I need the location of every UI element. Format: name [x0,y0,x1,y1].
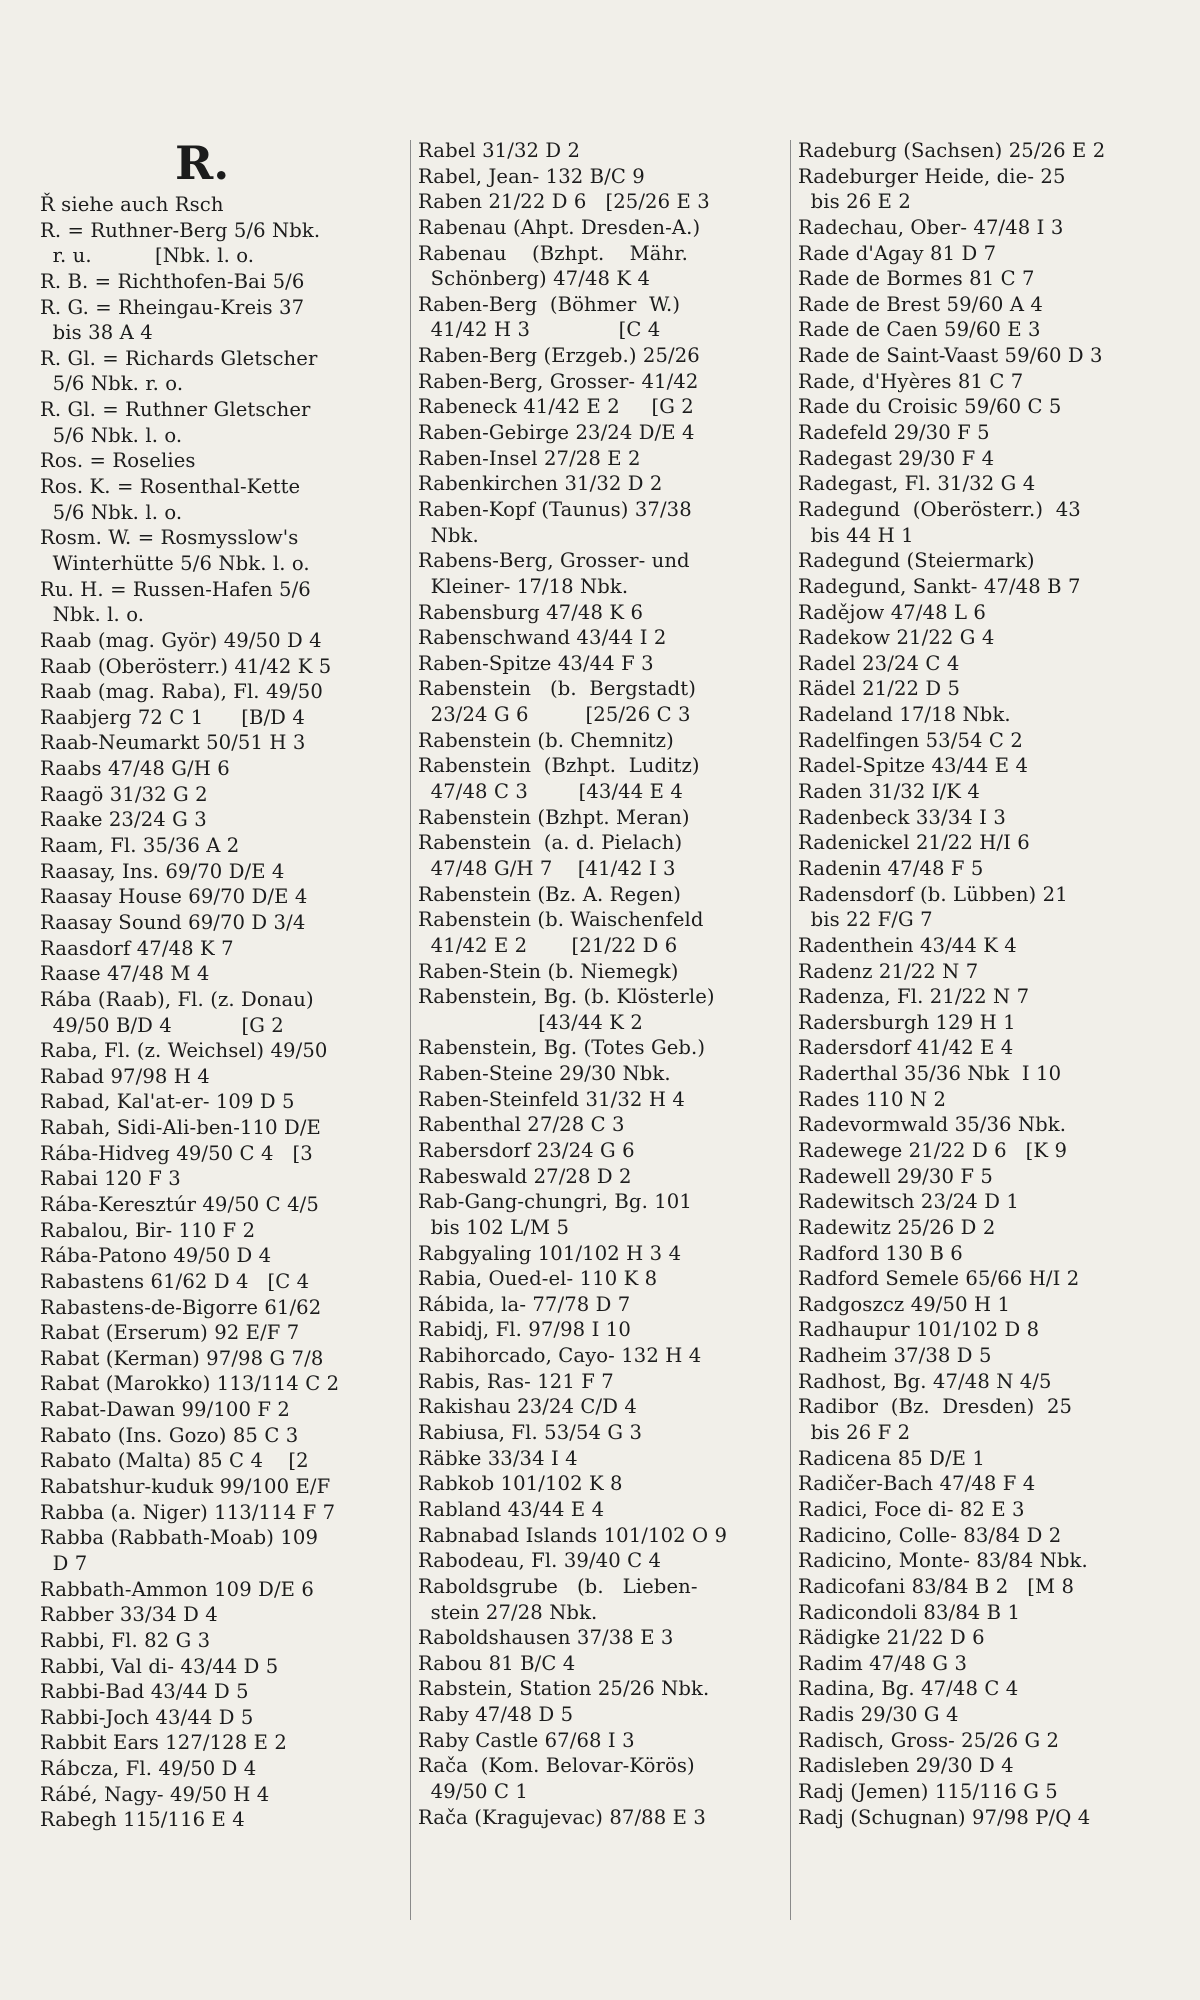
index-entry: Rade, d'Hyères 81 C 7 [798,369,1024,393]
index-entry: Raasdorf 47/48 K 7 [40,936,234,960]
index-entry: Raba, Fl. (z. Weichsel) 49/50 [40,1039,328,1063]
index-entry: Rades 110 N 2 [798,1087,947,1111]
column-divider [410,140,411,1920]
index-entry: Rabenstein, Bg. (b. Klösterle) [418,985,715,1009]
index-entry: Radenickel 21/22 H/I 6 [798,831,1030,855]
index-entry: Rabegh 115/116 E 4 [40,1808,245,1832]
index-entry: Winterhütte 5/6 Nbk. l. o. [40,551,310,575]
index-entry: Radensdorf (b. Lübben) 21 [798,882,1068,906]
index-entry: Rabbit Ears 127/128 E 2 [40,1731,287,1755]
index-entry: Raby 47/48 D 5 [418,1703,574,1727]
index-entry: Radewitz 25/26 D 2 [798,1215,996,1239]
index-entry: Rabad 97/98 H 4 [40,1064,210,1088]
index-entry: Radevormwald 35/36 Nbk. [798,1113,1067,1137]
index-entry: R. = Ruthner-Berg 5/6 Nbk. [40,218,321,242]
index-entry: Raasay, Ins. 69/70 D/E 4 [40,859,285,883]
index-entry: Radenbeck 33/34 I 3 [798,805,1006,829]
index-entry: 5/6 Nbk. r. o. [40,372,184,396]
index-entry: Rabenau (Bzhpt. Mähr. [418,241,688,265]
index-entry: Rabat (Erserum) 92 E/F 7 [40,1321,300,1345]
index-entry: Raben-Steinfeld 31/32 H 4 [418,1087,685,1111]
index-entry: Radford Semele 65/66 H/I 2 [798,1267,1080,1291]
index-entry: Rabidj, Fl. 97/98 I 10 [418,1318,631,1342]
index-entry: Radicino, Monte- 83/84 Nbk. [798,1549,1088,1573]
index-entry: 41/42 H 3 [C 4 [418,318,661,342]
index-entry: Raderthal 35/36 Nbk I 10 [798,1062,1062,1086]
index-entry: Rába-Keresztúr 49/50 C 4/5 [40,1192,319,1216]
index-entry: Raab-Neumarkt 50/51 H 3 [40,731,306,755]
column-3 [798,138,1168,1830]
index-entry: R. G. = Rheingau-Kreis 37 [40,295,305,319]
index-entry: Rabenstein (b. Bergstadt) [418,677,696,701]
index-entry: Rabat (Marokko) 113/114 C 2 [40,1372,340,1396]
index-entry: Raben-Stein (b. Niemegk) [418,959,679,983]
index-entry: Radersdorf 41/42 E 4 [798,1036,1014,1060]
index-entry: Rade d'Agay 81 D 7 [798,241,997,265]
index-entry: Rábida, la- 77/78 D 7 [418,1292,631,1316]
index-entry: Rabatshur-kuduk 99/100 E/F [40,1475,331,1499]
index-entry: Rabato (Malta) 85 C 4 [2 [40,1449,309,1473]
index-entry: Raben-Steine 29/30 Nbk. [418,1062,671,1086]
index-entry: Rabat-Dawan 99/100 F 2 [40,1398,290,1422]
index-entry: bis 26 F 2 [798,1421,911,1445]
index-entry: Radford 130 B 6 [798,1241,963,1265]
index-entry: Rabenstein (Bzhpt. Luditz) [418,754,700,778]
index-entry: 47/48 C 3 [43/44 E 4 [418,780,683,804]
index-entry: Radegund (Steiermark) [798,549,1035,573]
index-entry: Rade de Brest 59/60 A 4 [798,292,1043,316]
index-entry: bis 44 H 1 [798,523,914,547]
index-entry: Radhaupur 101/102 D 8 [798,1318,1040,1342]
index-entry: bis 26 E 2 [798,190,911,214]
index-entry: R. Gl. = Ruthner Gletscher [40,398,311,422]
index-entry: 41/42 E 2 [21/22 D 6 [418,933,678,957]
index-entry: Rosm. W. = Rosmysslow's [40,526,299,550]
index-entry: Radicino, Colle- 83/84 D 2 [798,1523,1062,1547]
index-entry: Rabeneck 41/42 E 2 [G 2 [418,395,694,419]
index-entry: Rab-Gang-chungri, Bg. 101 [418,1190,692,1214]
index-entry: Ros. K. = Rosenthal-Kette [40,475,301,499]
index-entry: Raab (mag. Raba), Fl. 49/50 [40,680,323,704]
index-entry: Radenza, Fl. 21/22 N 7 [798,985,1030,1009]
index-entry: bis 102 L/M 5 [418,1215,570,1239]
index-entry: Raasay House 69/70 D/E 4 [40,885,308,909]
index-entry: Radhost, Bg. 47/48 N 4/5 [798,1369,1052,1393]
index-entry: Radersburgh 129 H 1 [798,1010,1016,1034]
index-entry: Radegast 29/30 F 4 [798,446,995,470]
index-entry: Radim 47/48 G 3 [798,1651,968,1675]
index-entry: Radewege 21/22 D 6 [K 9 [798,1138,1068,1162]
index-entry: Radeburger Heide, die- 25 [798,164,1066,188]
index-entry: Radějow 47/48 L 6 [798,600,986,624]
index-entry: Radicofani 83/84 B 2 [M 8 [798,1574,1075,1598]
index-entry: Rabenstein (a. d. Pielach) [418,831,683,855]
index-entry: Raabjerg 72 C 1 [B/D 4 [40,705,305,729]
index-entry: Rabbi, Fl. 82 G 3 [40,1628,211,1652]
index-entry: Rabenstein (b. Chemnitz) [418,728,674,752]
index-entry: Rabai 120 F 3 [40,1167,181,1191]
index-entry: Ř siehe auch Rsch [40,193,224,216]
index-entry: Rabenstein (b. Waischenfeld [418,908,704,932]
index-entry: 49/50 B/D 4 [G 2 [40,1013,284,1037]
index-entry: Ros. = Roselies [40,449,196,473]
index-entry: Radibor (Bz. Dresden) 25 [798,1395,1073,1419]
index-entry: Rabens-Berg, Grosser- und [418,549,690,573]
index-entry: Rabah, Sidi-Ali-ben-110 D/E [40,1116,321,1140]
index-entry: Rabba (Rabbath-Moab) 109 [40,1526,319,1550]
index-entry: Raam, Fl. 35/36 A 2 [40,834,240,858]
index-entry: Radj (Jemen) 115/116 G 5 [798,1780,1058,1803]
index-entry: Kleiner- 17/18 Nbk. [418,574,629,598]
column-2 [418,138,788,1830]
index-entry: Rabber 33/34 D 4 [40,1603,218,1627]
index-entry: Radisch, Gross- 25/26 G 2 [798,1728,1060,1752]
index-entry: Rabenstein, Bg. (Totes Geb.) [418,1036,706,1060]
index-entry: Rabbi-Joch 43/44 D 5 [40,1705,254,1729]
index-entry: Rade de Caen 59/60 E 3 [798,318,1041,342]
index-entry: Rabiusa, Fl. 53/54 G 3 [418,1421,643,1445]
index-entry: Raben-Insel 27/28 E 2 [418,446,641,470]
index-entry: 5/6 Nbk. l. o. [40,500,183,524]
index-entry: Raab (Oberösterr.) 41/42 K 5 [40,654,332,678]
index-entry: Rabastens-de-Bigorre 61/62 [40,1295,322,1319]
index-entry: Ru. H. = Russen-Hafen 5/6 [40,577,311,601]
index-entry: Rabbi, Val di- 43/44 D 5 [40,1654,279,1678]
index-entry: Rabstein, Station 25/26 Nbk. [418,1677,710,1701]
index-entry: Radenz 21/22 N 7 [798,959,979,983]
index-entry: Rabensburg 47/48 K 6 [418,600,644,624]
index-entry: Rabou 81 B/C 4 [418,1651,576,1675]
index-entry: Rabkob 101/102 K 8 [418,1472,623,1496]
index-entry: Radis 29/30 G 4 [798,1703,959,1727]
section-heading: R. [175,136,230,190]
index-entry: Rade de Bormes 81 C 7 [798,267,1035,291]
index-entry: Rábcza, Fl. 49/50 D 4 [40,1757,257,1781]
index-entry: D 7 [40,1551,88,1575]
index-entry: 23/24 G 6 [25/26 C 3 [418,703,691,727]
index-entry: Rabis, Ras- 121 F 7 [418,1369,614,1393]
index-entry: Rabland 43/44 E 4 [418,1497,605,1521]
index-entry: Radicena 85 D/E 1 [798,1446,985,1470]
index-entry: Rabel, Jean- 132 B/C 9 [418,164,645,188]
index-entry: Rabenthal 27/28 C 3 [418,1113,625,1137]
index-entry: Raben-Berg (Erzgeb.) 25/26 [418,344,700,368]
index-entry: Raben-Spitze 43/44 F 3 [418,651,654,675]
index-entry: Rába (Raab), Fl. (z. Donau) [40,987,314,1011]
index-entry: [43/44 K 2 [418,1010,643,1034]
index-entry: Nbk. [418,523,479,547]
index-entry: Raase 47/48 M 4 [40,962,210,986]
index-entry: Raagö 31/32 G 2 [40,782,208,806]
index-entry: Radheim 37/38 D 5 [798,1344,992,1368]
index-entry: Rade du Croisic 59/60 C 5 [798,395,1062,419]
index-entry: Rabia, Oued-el- 110 K 8 [418,1267,658,1291]
index-entry: stein 27/28 Nbk. [418,1600,598,1624]
index-entry: Rabato (Ins. Gozo) 85 C 3 [40,1423,299,1447]
index-entry: 49/50 C 1 [418,1780,528,1803]
index-entry: 47/48 G/H 7 [41/42 I 3 [418,856,676,880]
index-entry: Rabeswald 27/28 D 2 [418,1164,632,1188]
index-entry: Raben-Berg, Grosser- 41/42 [418,369,699,393]
index-entry: Rabenstein (Bz. A. Regen) [418,882,681,906]
index-entry: Rädel 21/22 D 5 [798,677,961,701]
index-entry: R. B. = Richthofen-Bai 5/6 [40,269,305,293]
index-entry: Radekow 21/22 G 4 [798,626,995,650]
index-entry: Radj (Schugnan) 97/98 P/Q 4 [798,1805,1091,1829]
index-entry: Radewell 29/30 F 5 [798,1164,993,1188]
index-entry: Radeland 17/18 Nbk. [798,703,1011,727]
index-entry: bis 38 A 4 [40,321,153,345]
index-entry: Räbke 33/34 I 4 [418,1446,578,1470]
index-entry: Radewitsch 23/24 D 1 [798,1190,1019,1214]
index-entry: Rädigke 21/22 D 6 [798,1626,985,1650]
index-entry: Raboldshausen 37/38 E 3 [418,1626,674,1650]
index-entry: Rakishau 23/24 C/D 4 [418,1395,637,1419]
index-entry: Radegast, Fl. 31/32 G 4 [798,472,1036,496]
index-entry: Raab (mag. Györ) 49/50 D 4 [40,628,322,652]
index-entry: Radechau, Ober- 47/48 I 3 [798,215,1064,239]
index-entry: Rade de Saint-Vaast 59/60 D 3 [798,344,1103,368]
index-entry: R. Gl. = Richards Gletscher [40,346,318,370]
index-entry: Rabihorcado, Cayo- 132 H 4 [418,1344,702,1368]
index-entry: Radisleben 29/30 D 4 [798,1754,1014,1778]
index-entry: Rabba (a. Niger) 113/114 F 7 [40,1500,336,1524]
index-entry: Radičer-Bach 47/48 F 4 [798,1472,1036,1496]
index-entry: 5/6 Nbk. l. o. [40,423,183,447]
index-entry: Rabbath-Ammon 109 D/E 6 [40,1577,314,1601]
index-entry: Raben-Gebirge 23/24 D/E 4 [418,421,695,445]
index-entry: Schönberg) 47/48 K 4 [418,267,651,291]
index-entry: Rába-Hidveg 49/50 C 4 [3 [40,1141,313,1165]
index-entry: Rabnabad Islands 101/102 O 9 [418,1523,728,1547]
index-entry: Raben-Kopf (Taunus) 37/38 [418,497,692,521]
index-entry: Raabs 47/48 G/H 6 [40,757,230,781]
index-entry: Rabat (Kerman) 97/98 G 7/8 [40,1346,324,1370]
index-entry: Radina, Bg. 47/48 C 4 [798,1677,1019,1701]
index-entry: Rabgyaling 101/102 H 3 4 [418,1241,682,1265]
column-divider [790,140,791,1920]
index-entry: Rabenau (Ahpt. Dresden-A.) [418,215,701,239]
index-entry: Raboldsgrube (b. Lieben- [418,1574,698,1598]
index-entry: Raby Castle 67/68 I 3 [418,1728,635,1752]
index-entry: Radici, Foce di- 82 E 3 [798,1497,1025,1521]
index-entry: Raden 31/32 I/K 4 [798,780,980,804]
index-entry: Rabbi-Bad 43/44 D 5 [40,1680,249,1704]
index-entry: Radeburg (Sachsen) 25/26 E 2 [798,139,1106,162]
index-entry: Rába-Patono 49/50 D 4 [40,1244,272,1268]
index-entry: Rabad, Kal'at-er- 109 D 5 [40,1090,295,1114]
index-entry: Rabenstein (Bzhpt. Meran) [418,805,690,829]
index-entry: Rábé, Nagy- 49/50 H 4 [40,1782,270,1806]
index-entry: Rabodeau, Fl. 39/40 C 4 [418,1549,662,1573]
index-entry: Rabalou, Bir- 110 F 2 [40,1218,256,1242]
index-entry: r. u. [Nbk. l. o. [40,244,255,268]
index-entry: bis 22 F/G 7 [798,908,933,932]
index-entry: Radel-Spitze 43/44 E 4 [798,754,1029,778]
index-entry: Nbk. l. o. [40,603,145,627]
index-entry: Raasay Sound 69/70 D 3/4 [40,910,306,934]
index-entry: Raben-Berg (Böhmer W.) [418,292,681,316]
index-entry: Rača (Kragujevac) 87/88 E 3 [418,1805,706,1829]
index-entry: Rabenschwand 43/44 I 2 [418,626,667,650]
index-entry: Radel 23/24 C 4 [798,651,960,675]
index-entry: Raake 23/24 G 3 [40,808,207,832]
index-entry: Radelfingen 53/54 C 2 [798,728,1023,752]
index-entry: Raben 21/22 D 6 [25/26 E 3 [418,190,710,214]
index-entry: Radgoszcz 49/50 H 1 [798,1292,1011,1316]
index-entry: Radenin 47/48 F 5 [798,856,984,880]
index-entry: Rabenkirchen 31/32 D 2 [418,472,663,496]
index-entry: Radegund (Oberösterr.) 43 [798,497,1081,521]
index-entry: Rabersdorf 23/24 G 6 [418,1138,635,1162]
index-entry: Rača (Kom. Belovar-Körös) [418,1754,695,1778]
index-entry: Radicondoli 83/84 B 1 [798,1600,1021,1624]
column-1 [40,192,410,1833]
index-entry: Radegund, Sankt- 47/48 B 7 [798,574,1081,598]
index-entry: Rabel 31/32 D 2 [418,139,581,162]
index-entry: Radefeld 29/30 F 5 [798,421,990,445]
index-entry: Rabastens 61/62 D 4 [C 4 [40,1269,310,1293]
index-entry: Radenthein 43/44 K 4 [798,933,1017,957]
